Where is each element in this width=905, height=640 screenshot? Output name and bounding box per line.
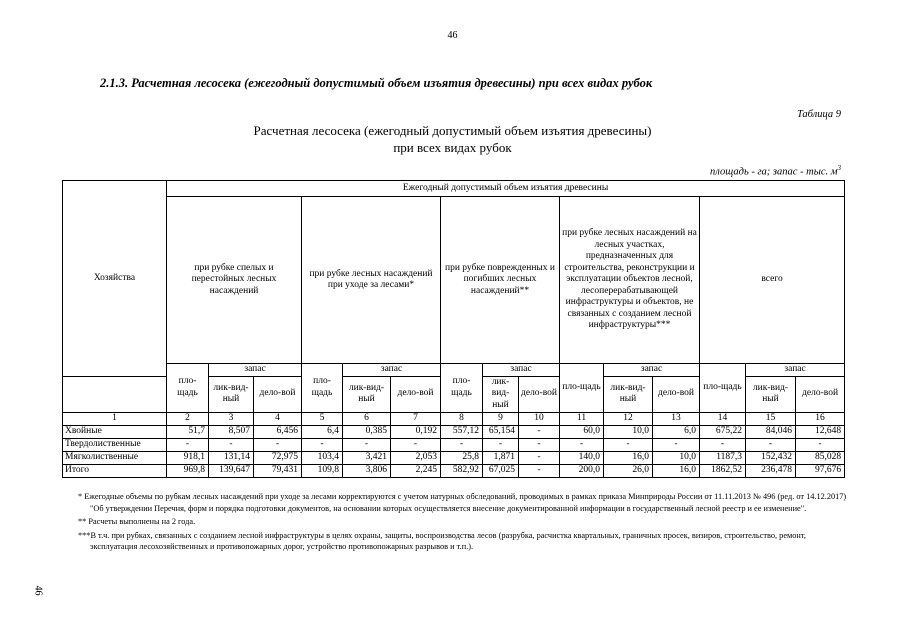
table-cell: - [483, 438, 519, 451]
table-cell: 25,8 [441, 451, 483, 464]
table-cell: 8,507 [209, 425, 254, 438]
table-cell: 918,1 [167, 451, 209, 464]
table-cell: - [441, 438, 483, 451]
header-business: дело-вой [519, 376, 560, 412]
table-row [63, 451, 845, 464]
footnote-3 [72, 530, 847, 553]
header-business: дело-вой [796, 376, 845, 412]
column-number: 11 [560, 412, 604, 425]
table-label: Таблица 9 [796, 109, 841, 120]
units-note [710, 164, 841, 178]
table-cell: 85,028 [796, 451, 845, 464]
column-number: 13 [653, 412, 700, 425]
table-cell: - [519, 438, 560, 451]
column-number: 8 [441, 412, 483, 425]
column-numbers-row [63, 412, 845, 425]
column-number: 10 [519, 412, 560, 425]
header-annual-cut: Ежегодный допустимый объем изъятия древесины [167, 181, 845, 197]
table-cell: 200,0 [560, 464, 604, 477]
table-cell: 152,432 [746, 451, 796, 464]
header-group-care: при рубке лесных насаждений при уходе за лесами* [302, 197, 441, 364]
table-cell: - [796, 438, 845, 451]
table-cell: - [746, 438, 796, 451]
table-cell: 675,22 [700, 425, 746, 438]
column-number: 1 [63, 412, 167, 425]
header-group-damaged: при рубке поврежденных и погибших лесных насаждений** [441, 197, 560, 364]
table-cell: - [167, 438, 209, 451]
table-cell: 1862,52 [700, 464, 746, 477]
table-cell: 12,648 [796, 425, 845, 438]
row-label: Мягколиственные [63, 451, 167, 464]
table-cell: - [519, 451, 560, 464]
header-area: пло-щадь [167, 364, 209, 413]
table-cell: 969,8 [167, 464, 209, 477]
table-cell: - [604, 438, 653, 451]
header-stock: запас [343, 364, 441, 377]
table-cell: 1187,3 [700, 451, 746, 464]
header-liquid: лик-вид-ный [604, 376, 653, 412]
table-cell: 84,046 [746, 425, 796, 438]
table-cell: - [254, 438, 302, 451]
table-cell: 131,14 [209, 451, 254, 464]
table-cell: 2,053 [391, 451, 441, 464]
column-number: 4 [254, 412, 302, 425]
column-number: 14 [700, 412, 746, 425]
row-label: Итого [63, 464, 167, 477]
table-cell: 65,154 [483, 425, 519, 438]
header-liquid: лик-вид-ный [209, 376, 254, 412]
table-cell: - [700, 438, 746, 451]
table-cell: 6,0 [653, 425, 700, 438]
units-superscript: 3 [837, 164, 841, 172]
table-cell: - [343, 438, 391, 451]
header-group-total: всего [700, 197, 845, 364]
table-cell: 3,806 [343, 464, 391, 477]
table-cell: 51,7 [167, 425, 209, 438]
table-cell: 26,0 [604, 464, 653, 477]
header-area: пло-щадь [700, 364, 746, 413]
table-cell: 6,456 [254, 425, 302, 438]
header-stock: запас [483, 364, 560, 377]
table-cell: 10,0 [653, 451, 700, 464]
table-cell: 60,0 [560, 425, 604, 438]
table-cell: 97,676 [796, 464, 845, 477]
header-liquid: лик-вид-ный [483, 376, 519, 412]
table-cell: 67,025 [483, 464, 519, 477]
table-cell: 72,975 [254, 451, 302, 464]
footnote-1 [72, 491, 847, 514]
header-business: дело-вой [391, 376, 441, 412]
table-cell: - [519, 464, 560, 477]
table-cell: 16,0 [604, 451, 653, 464]
column-number: 15 [746, 412, 796, 425]
table-cell: 6,4 [302, 425, 343, 438]
table-cell: 79,431 [254, 464, 302, 477]
table-cell: - [560, 438, 604, 451]
footnotes [72, 491, 847, 555]
header-area: пло-щадь [441, 364, 483, 413]
column-number: 9 [483, 412, 519, 425]
header-farms: Хозяйства [63, 181, 167, 377]
table-cell: - [302, 438, 343, 451]
row-label: Хвойные [63, 425, 167, 438]
footnote-3-text: В т.ч. при рубках, связанных с созданием лесной инфраструктуры в целях охраны, защиты, воспроизводства лесов (разрубка, расчистка квартальных, граничных просек, визиров, строительство, ремонт, эксплуатация лесохозяйственных и противопожарных дорог, устройство противопожарных разрывов и т.п.). [90, 530, 806, 551]
column-number: 7 [391, 412, 441, 425]
table-row [63, 425, 845, 438]
header-area: пло-щадь [560, 364, 604, 413]
page-number: 46 [447, 30, 458, 41]
table-cell: 0,192 [391, 425, 441, 438]
table-title [0, 122, 905, 156]
footnote-1-text: Ежегодные объемы по рубкам лесных насаждений при уходе за лесами корректируются с учетом натурных обследований, проводимых в рамках приказа Минприроды России от 11.11.2013 № 496 (ред. от 14.12.2017) "Об утверждении Перечня, форм и порядка подготовки документов, на основании которых осуществляется внесение документированной информации в государственный лесной реестр и ее изменение". [84, 492, 847, 513]
table-cell: 582,92 [441, 464, 483, 477]
footnote-3-mark: *** [78, 530, 91, 540]
column-number: 16 [796, 412, 845, 425]
table-cell: - [653, 438, 700, 451]
footnote-1-mark: * [78, 492, 83, 501]
column-number: 2 [167, 412, 209, 425]
section-heading: 2.1.3. Расчетная лесосека (ежегодный допустимый объем изъятия древесины) при всех видах рубок [100, 76, 653, 90]
header-area: пло-щадь [302, 364, 343, 413]
table-cell: 103,4 [302, 451, 343, 464]
table-cell: 3,421 [343, 451, 391, 464]
row-label: Твердолиственные [63, 438, 167, 451]
header-liquid: лик-вид-ный [746, 376, 796, 412]
table-cell: 1,871 [483, 451, 519, 464]
units-text: площадь - га; запас - тыс. м [709, 166, 838, 178]
header-business: дело-вой [653, 376, 700, 412]
table-cell: 140,0 [560, 451, 604, 464]
table-cell: - [391, 438, 441, 451]
side-page-number: 46 [32, 585, 44, 596]
table-row [63, 464, 845, 477]
table-cell: 109,8 [302, 464, 343, 477]
footnote-2 [72, 516, 847, 528]
footnote-2-text: Расчеты выполнены на 2 года. [88, 517, 196, 526]
table-cell: 10,0 [604, 425, 653, 438]
header-group-infrastructure: при рубке лесных насаждений на лесных участках, предназначенных для строительства, реконструкции и эксплуатации объектов лесной, лесоперерабатывающей инфраструктуры и объектов, не связанных с созданием лесной инфраструктуры*** [560, 197, 700, 364]
header-stock: запас [746, 364, 845, 377]
column-number: 5 [302, 412, 343, 425]
table-cell: - [209, 438, 254, 451]
table-cell: 0,385 [343, 425, 391, 438]
table-cell: 139,647 [209, 464, 254, 477]
header-stock: запас [209, 364, 302, 377]
table-cell: 2,245 [391, 464, 441, 477]
column-number: 6 [343, 412, 391, 425]
table-cell: 557,12 [441, 425, 483, 438]
footnote-2-mark: ** [78, 517, 87, 526]
header-stock: запас [604, 364, 700, 377]
header-liquid: лик-вид-ный [343, 376, 391, 412]
table-cell: - [519, 425, 560, 438]
table-cell: 16,0 [653, 464, 700, 477]
table-title-line-2: при всех видах рубок [393, 140, 512, 155]
column-number: 12 [604, 412, 653, 425]
table-title-line-1: Расчетная лесосека (ежегодный допустимый объем изъятия древесины) [253, 123, 652, 138]
table-row [63, 438, 845, 451]
allowable-cut-table [62, 180, 845, 478]
header-business: дело-вой [254, 376, 302, 412]
column-number: 3 [209, 412, 254, 425]
header-farms-spacer [63, 376, 167, 412]
header-group-mature: при рубке спелых и перестойных лесных насаждений [167, 197, 302, 364]
table-cell: 236,478 [746, 464, 796, 477]
